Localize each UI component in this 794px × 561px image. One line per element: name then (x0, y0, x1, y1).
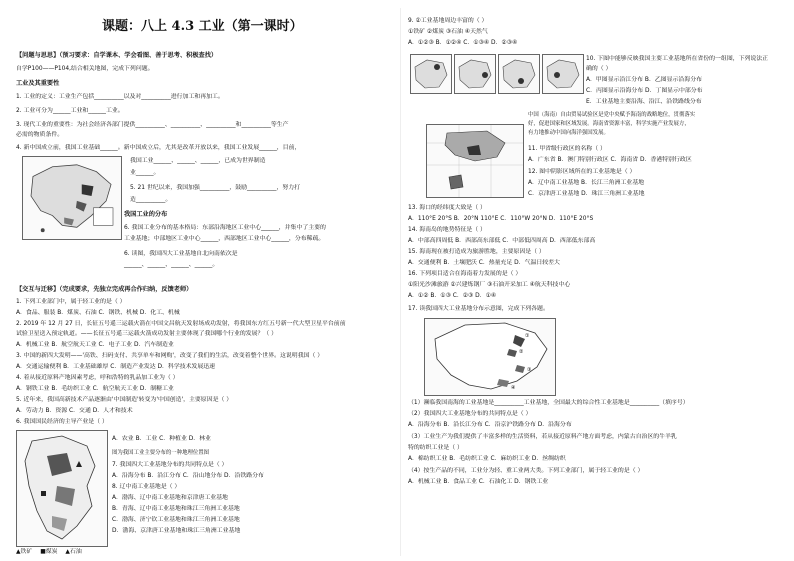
answer-options: A．①②③ B．①②④ C．①③④ D．②③④ (408, 40, 518, 46)
province-map-4 (542, 54, 584, 94)
subheading-distribution: 我国工业的分布 (124, 211, 168, 218)
answer-options: ①铁矿 ②煤炭 ③石油 ④天然气 (408, 29, 488, 35)
answer-options: A．广东省 B．澳门特别行政区 C．海南省 D．香港特别行政区 (528, 157, 692, 163)
question-line: 确的（ ） (586, 66, 612, 72)
left-column (12, 0, 396, 561)
question-line: 16. 下列项目适合在海南着力发展的是（ ） (408, 271, 522, 277)
answer-option: A．渤海、辽中南工业基地和京津唐工业基地 (112, 495, 228, 501)
question-line: 6. 我国国民经济的主导产业是（ ） (16, 419, 108, 425)
question-line: 14. 海南岛的地势特征是（ ） (408, 227, 486, 233)
section-preview-header: 【问题与思思】（预习要求：自学课本、学会看图、善于思考、积极查找） (16, 52, 218, 59)
answer-option: E．工业基地主要沿海、沿江、沿铁路线分布 (586, 99, 702, 105)
question-line: 12. 图中阴影区域所在的工业基地是（ ） (528, 169, 636, 175)
hainan-note: 好，促进国家和区域发展。海南省资源丰富，科学实施产业发展方， (528, 121, 690, 127)
answer-options: ①阳光沙滩旅游 ②兴建炼钢厂 ③石油开采加工 ④航天科技中心 (408, 282, 571, 288)
column-divider (400, 8, 401, 556)
answer-options: A．机械工业 B．航空航天工业 C．电子工业 D．汽车制造业 (16, 342, 174, 348)
question-line: 必需的物质条件。 (16, 132, 64, 138)
question-line: 7. 我国四大工业基地分布的共同特点是（ ） (112, 462, 228, 468)
question-line: 17. 读我国四大工业基地分布示意图，完成下列各题。 (408, 306, 549, 312)
subheading-industry: 工业及其重要性 (16, 80, 60, 87)
answer-options: A．①② B．①③ C．②③ D．①④ (408, 293, 497, 299)
question-line: 工业基地；中部地区工业中心______，西部地区工业中心______，分布稀疏。 (124, 236, 325, 242)
legend-iron: ▲铁矿 (16, 549, 33, 555)
answer-options: A．沿海分布 B．沿长江分布 C．沿京沪铁路分布 D．沿海分布 (408, 422, 572, 428)
question-line: ______、______、______、______。 (124, 262, 219, 268)
hainan-note: 有力地推动中国向海洋强国发展。 (528, 130, 609, 136)
industrial-bases-map (424, 318, 556, 396)
question-line: 我国工业______、______、______，已成为世界制造 (130, 158, 266, 164)
hainan-note: 中国（海南）自由贸易试验区是党中央赋予海南的战略地位，贯彻落实 (528, 112, 696, 118)
question-line: 1. 工业的定义：工业生产包括__________以及对__________进行加工和再加工。 (16, 94, 224, 100)
page-title: 课题：八上 4.3 工业（第一课时） (102, 19, 303, 34)
answer-options: A．劳动力 B．资源 C．交通 D．人才和技术 (16, 408, 133, 414)
south-china-map (426, 124, 524, 198)
question-line: 11. 甲省级行政区的名称（ ） (528, 146, 606, 152)
question-line: 造__________。 (130, 197, 172, 203)
question-line: 特的纺织工业是（ ） (408, 445, 463, 451)
question-line: 6. 读图，我国四大工业基地自北向南依次是 (124, 251, 238, 257)
question-line: 3. 现代工业的重要性：为社会经济各部门提供__________、__________、__________和__________等生产 (16, 122, 289, 128)
svg-text:④: ④ (511, 385, 516, 391)
answer-option: C．京津唐工业基地 D．珠江三角洲工业基地 (528, 191, 645, 197)
question-line: 2. 2019 年 12 月 27 日，长征五号遥三运载火箭在中国文昌航天发射场成功发射，将我国东方红五号新一代大型卫星平台前前 (16, 321, 346, 327)
question-line: 9. ②工业基地周边丰富的（ ） (408, 18, 488, 24)
question-line: 2. 工业可分为______工业和______工业。 (16, 108, 124, 114)
answer-options: A．棉纺织工业 B．毛纺织工业 C．麻纺织工业 D．丝绸纺织 (408, 456, 566, 462)
question-line: 15. 海南现在被打造成为旅游胜地，主要原因是（ ） (408, 249, 545, 255)
question-line: 8. 辽中南工业基地是（ ） (112, 484, 181, 490)
section-interaction-header: 【交互与迁移】（完成要求，先独立完成再合作归纳，反馈老师） (16, 286, 193, 293)
question-line: （2）我国四大工业基地分布的共同特点是（ ） (408, 411, 532, 417)
answer-options: A．钢铁工业 B．毛纺织工业 C．航空航天工业 D．制糖工业 (16, 386, 174, 392)
answer-options: A．农业 B．工业 C．种植业 D．林业 (112, 436, 211, 442)
china-industry-map (22, 156, 122, 240)
answer-options: A．食品、服装 B．煤炭、石油 C．钢铁、机械 D．化工、机械 (16, 310, 180, 316)
province-map-3 (498, 54, 540, 94)
map-legend (16, 549, 82, 556)
map-caption: 图为我国工业主要分布的一种地理位置图 (112, 450, 210, 456)
svg-text:②: ② (519, 349, 524, 355)
legend-coal: ■煤炭 (40, 549, 58, 555)
question-line: 4. 着从接近原料产地因素考虑，呼和浩特的乳品加工业为（ ） (16, 375, 179, 381)
answer-options: A．110°E 20°S B．20°N 110°E C．110°W 20°N D．110°E 20°S (408, 216, 594, 222)
question-line: 4. 新中国成立前，我国工业基础______。新中国成立后，尤其是改革开放以来，我国工业发展______，目前， (16, 145, 301, 151)
right-column (408, 0, 786, 561)
answer-option: A．甲图显示沿江分布 B．乙图显示沿海分布 (586, 77, 702, 83)
svg-text:③: ③ (527, 367, 532, 373)
question-line: 3. 中国的新四大发明——'高铁、扫码支付、共享单车和网购'，改变了我们的生活，改变着整个世界。这说明我国（ ） (16, 353, 324, 359)
answer-options: A．机械工业 B．食品工业 C．石油化工 D．钢铁工业 (408, 479, 549, 485)
instruction-line: 自学P100——P104,结合相关地图，完成下列问题。 (16, 66, 154, 72)
legend-oil: ▲石油 (65, 549, 82, 555)
answer-options: A．交通运输便利 B．工业基础雄厚 C．制造产业发达 D．科学技术发展迅速 (16, 364, 216, 370)
question-line: 试验卫星送入预定轨道。——长征五号遥三运载火箭成功发射主要体现了我国哪个行业的发展？（ ） (16, 331, 278, 337)
question-line: 13. 海口的经纬度大致是（ ） (408, 205, 486, 211)
answer-option: D．渤海、京津唐工业基地和珠江三角洲工业基地 (112, 528, 241, 534)
question-line: 业______。 (130, 170, 160, 176)
question-line: （3）工业生产为我们提供了丰富多样的生活资料，若从接近原料产地方面考虑，内蒙古自治区的牛羊乳 (408, 434, 677, 440)
question-line: 10. 下图中能够反映我国主要工业基地所在省份的一组图，下列说法正 (586, 56, 769, 62)
question-line: 1. 下列工业部门中，属于轻工业的是（ ） (16, 299, 126, 305)
question-line: 5. 近年来，我国高新技术产品逐渐由'中国制造'转变为'中国创造'，主要原因是（ ） (16, 397, 233, 403)
question-line: 6. 我国工业分布的基本格局：东部沿海地区工业中心______，并集中了主要的 (124, 225, 326, 231)
answer-options: A．交通便利 B．土壤肥沃 C．热量充足 D．气温日较差大 (408, 260, 560, 266)
svg-text:①: ① (525, 333, 530, 339)
province-map-1 (410, 54, 452, 94)
question-line: （4）按生产品的不同，工业分为轻、重工业两大类。下列工业部门，属于轻工业的是（ ） (408, 468, 644, 474)
answer-options: A．沿海分布 B．沿江分布 C．沿山地分布 D．沿铁路分布 (112, 473, 264, 479)
answer-option: B．青海、辽中南工业基地和珠江三角洲工业基地 (112, 506, 240, 512)
east-china-map (16, 430, 108, 547)
answer-option: A．辽中南工业基地 B．长江三角洲工业基地 (528, 180, 644, 186)
province-map-2 (454, 54, 496, 94)
answer-option: C．丙图显示沿海分布 D．丁图显示中部分布 (586, 88, 703, 94)
question-line: 5. 21 世纪以来，我国加强__________，鼓励__________，努力打 (130, 185, 301, 191)
answer-option: C．渤海、济宁钦工业基地和珠江三角洲工业基地 (112, 517, 240, 523)
answer-options: A．中部高四周低 B．西部高东部低 C．中部低四周高 D．西部低东部高 (408, 238, 596, 244)
question-line: （1）濒临我国南海的工业基地是__________工业基地，全国最大的综合性工业基地是__________（填序号） (408, 400, 689, 406)
